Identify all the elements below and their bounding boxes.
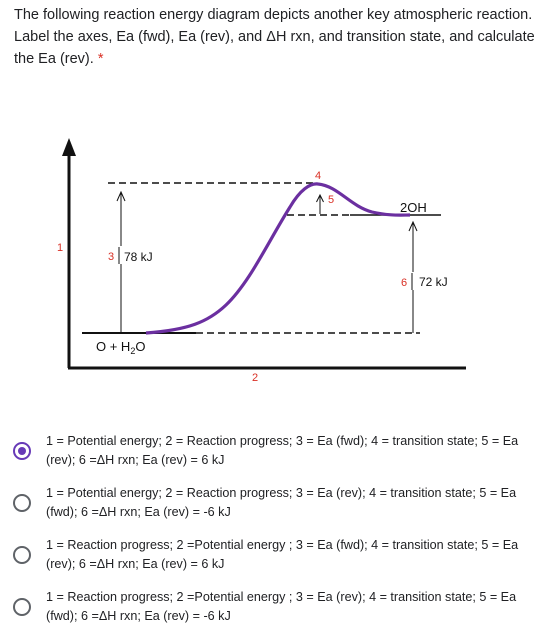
required-marker: * xyxy=(97,51,104,67)
option-text-2: 1 = Potential energy; 2 = Reaction progress; 3 = Ea (rev); 4 = transition state; 5 = Ea (fwd); 6 =ΔH rxn; Ea (rev) = -6 kJ xyxy=(46,486,517,519)
label-number-4: 4 xyxy=(315,170,322,182)
label-number-5: 5 xyxy=(328,194,335,206)
energy-curve xyxy=(146,184,410,333)
option-text-4: 1 = Reaction progress; 2 =Potential energy ; 3 = Ea (rev); 4 = transition state; 5 = Ea (fwd); 6 =ΔH rxn; Ea (rev) = -6 kJ xyxy=(46,590,517,623)
label-number-6: 6 xyxy=(401,277,408,289)
label-number-2: 2 xyxy=(252,372,259,384)
option-text-1: 1 = Potential energy; 2 = Reaction progress; 3 = Ea (fwd); 4 = transition state; 5 = Ea (rev); 6 =ΔH rxn; Ea (rev) = 6 kJ xyxy=(46,434,519,467)
radio-button-2[interactable] xyxy=(13,494,31,512)
radio-button-1[interactable] xyxy=(13,442,31,460)
label-number-1: 1 xyxy=(57,242,64,254)
reaction-energy-diagram xyxy=(0,130,556,390)
answer-option-4[interactable] xyxy=(0,586,556,630)
question-prompt xyxy=(14,4,544,70)
reactants-label: $O + H_2O$ xyxy=(96,339,146,356)
products-label: 2OH xyxy=(400,200,427,215)
radio-button-3[interactable] xyxy=(13,546,31,564)
radio-button-4[interactable] xyxy=(13,598,31,616)
answer-option-3[interactable] xyxy=(0,534,556,578)
delta-h-energy-label: 72 kJ xyxy=(419,275,448,289)
label-number-3: 3 xyxy=(108,251,115,263)
answer-option-1[interactable] xyxy=(0,430,556,474)
question-text: The following reaction energy diagram depicts another key atmospheric reaction. Label the axes, Ea (fwd), Ea (rev), and ΔH rxn, and transition state, and calculate the Ea (rev). xyxy=(14,7,535,67)
ea-fwd-energy-label: 78 kJ xyxy=(124,250,153,264)
option-text-3: 1 = Reaction progress; 2 =Potential energy ; 3 = Ea (fwd); 4 = transition state; 5 = Ea (rev); 6 =ΔH rxn; Ea (rev) = 6 kJ xyxy=(46,538,519,571)
answer-option-2[interactable] xyxy=(0,482,556,526)
y-axis-arrowhead xyxy=(62,138,76,156)
